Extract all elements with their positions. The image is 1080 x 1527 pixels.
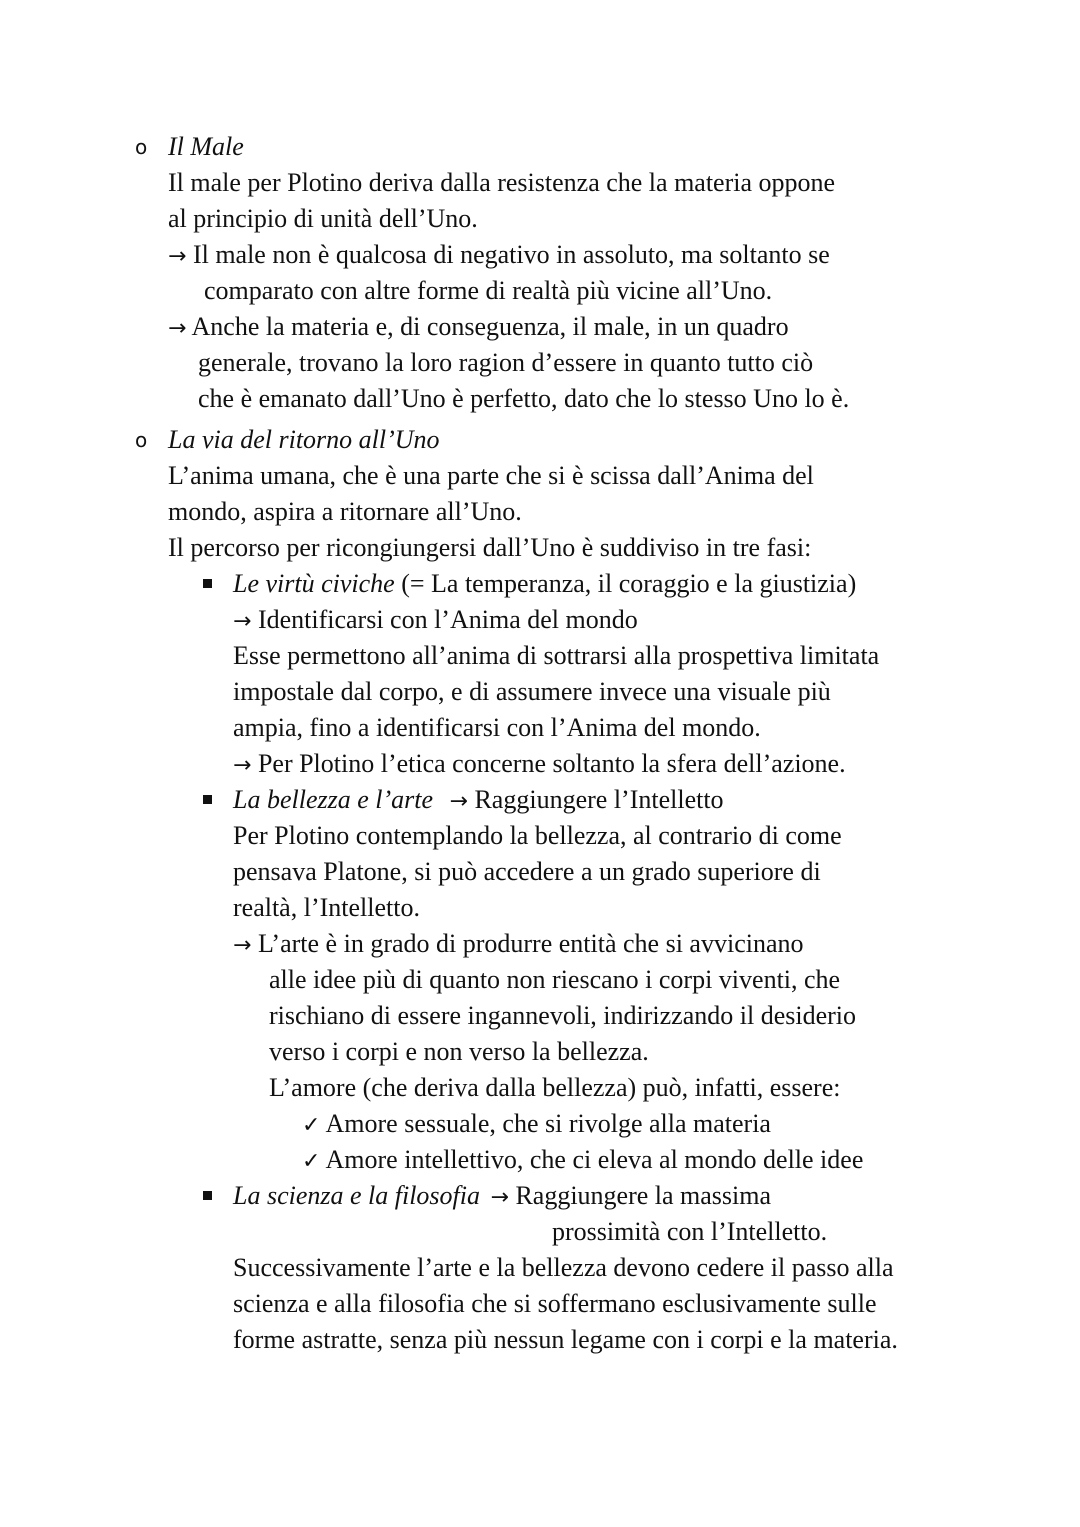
arrow-point <box>233 602 638 640</box>
check-item <box>302 1106 771 1144</box>
arrow-right-icon: → <box>233 609 252 634</box>
circle-bullet-icon: o <box>135 428 148 452</box>
phase-title-arrow-text: Raggiungere l’Intelletto <box>474 785 724 814</box>
arrow-point-text: Identificarsi con l’Anima del mondo <box>257 605 638 634</box>
arrow-right-icon: → <box>168 316 187 341</box>
section-title-ritorno: La via del ritorno all’Uno <box>168 425 440 454</box>
paragraph-line: prossimità con l’Intelletto. <box>552 1217 828 1246</box>
check-item <box>302 1142 863 1180</box>
paragraph-line: Esse permettono all’anima di sottrarsi alla prospettiva limitata <box>233 641 880 670</box>
paragraph-line: pensava Platone, si può accedere a un grado superiore di <box>233 857 821 886</box>
paragraph-line: Per Plotino contemplando la bellezza, al contrario di come <box>233 821 842 850</box>
paragraph-line: L’anima umana, che è una parte che si è scissa dall’Anima del <box>168 461 814 490</box>
paragraph-line: Il percorso per ricongiungersi dall’Uno è suddiviso in tre fasi: <box>168 533 812 562</box>
arrow-point-text: Anche la materia e, di conseguenza, il male, in un quadro <box>191 312 789 341</box>
check-item-text: Amore sessuale, che si rivolge alla materia <box>325 1109 771 1138</box>
paragraph-line: impostale dal corpo, e di assumere invece una visuale più <box>233 677 831 706</box>
phase-title: La bellezza e l’arte <box>233 785 434 814</box>
arrow-right-icon: → <box>490 1185 509 1210</box>
square-bullet-icon <box>203 579 212 588</box>
phase-heading <box>233 1178 771 1216</box>
section-title-male: Il Male <box>168 132 244 161</box>
arrow-right-icon: → <box>233 933 252 958</box>
check-icon: ✓ <box>302 1149 321 1174</box>
paragraph-line: mondo, aspira a ritornare all’Uno. <box>168 497 522 526</box>
phase-title-rest: (= La temperanza, il coraggio e la giustizia) <box>394 569 857 598</box>
arrow-right-icon: → <box>168 244 187 269</box>
paragraph-line: verso i corpi e non verso la bellezza. <box>269 1037 649 1066</box>
phase-title: Le virtù civiche <box>233 569 395 598</box>
arrow-point <box>168 237 830 275</box>
arrow-point <box>233 926 804 964</box>
phase-heading <box>233 566 856 602</box>
paragraph-line: generale, trovano la loro ragion d’essere in quanto tutto ciò <box>198 348 814 377</box>
arrow-right-icon: → <box>449 789 468 814</box>
check-icon: ✓ <box>302 1113 321 1138</box>
phase-title: La scienza e la filosofia <box>233 1181 480 1210</box>
arrow-right-icon: → <box>233 753 252 778</box>
arrow-point <box>233 746 846 784</box>
circle-bullet-icon: o <box>135 135 148 159</box>
paragraph-line: forme astratte, senza più nessun legame con i corpi e la materia. <box>233 1325 898 1354</box>
arrow-point-text: Per Plotino l’etica concerne soltanto la sfera dell’azione. <box>257 749 846 778</box>
paragraph-line: scienza e alla filosofia che si soffermano esclusivamente sulle <box>233 1289 877 1318</box>
paragraph-line: L’amore (che deriva dalla bellezza) può, infatti, essere: <box>269 1073 841 1102</box>
phase-heading <box>233 782 724 820</box>
paragraph-line: al principio di unità dell’Uno. <box>168 204 478 233</box>
paragraph-line: alle idee più di quanto non riescano i corpi viventi, che <box>269 965 841 994</box>
paragraph-line: ampia, fino a identificarsi con l’Anima del mondo. <box>233 713 761 742</box>
paragraph-line: comparato con altre forme di realtà più vicine all’Uno. <box>204 276 773 305</box>
paragraph-line: che è emanato dall’Uno è perfetto, dato che lo stesso Uno lo è. <box>198 384 850 413</box>
arrow-point <box>168 309 789 347</box>
arrow-point-text: L’arte è in grado di produrre entità che si avvicinano <box>257 929 804 958</box>
paragraph-line: realtà, l’Intelletto. <box>233 893 420 922</box>
check-item-text: Amore intellettivo, che ci eleva al mondo delle idee <box>325 1145 864 1174</box>
paragraph-line: Il male per Plotino deriva dalla resistenza che la materia oppone <box>168 168 836 197</box>
square-bullet-icon <box>203 795 212 804</box>
arrow-point-text: Il male non è qualcosa di negativo in assoluto, ma soltanto se <box>192 240 830 269</box>
phase-title-arrow-text: Raggiungere la massima <box>515 1181 772 1210</box>
paragraph-line: rischiano di essere ingannevoli, indirizzando il desiderio <box>269 1001 856 1030</box>
square-bullet-icon <box>203 1191 212 1200</box>
paragraph-line: Successivamente l’arte e la bellezza devono cedere il passo alla <box>233 1253 894 1282</box>
